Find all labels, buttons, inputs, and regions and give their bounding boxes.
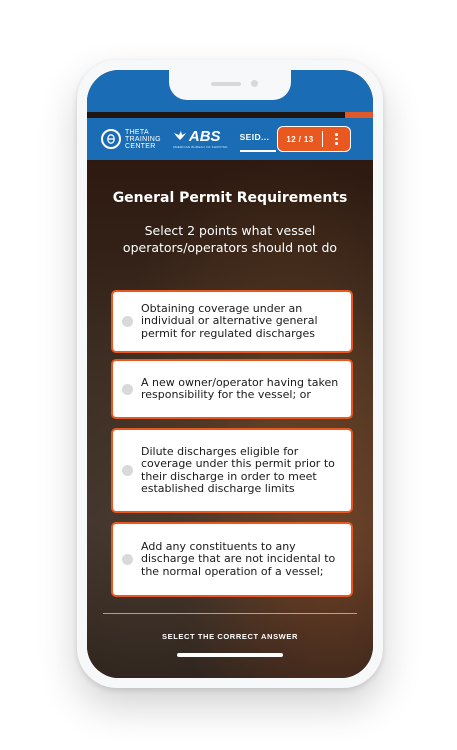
radio-icon[interactable] — [122, 554, 133, 565]
answer-option-label: Obtaining coverage under an individual or alternative general permit for regulated discharges — [141, 301, 318, 340]
speaker-icon — [211, 82, 241, 86]
abs-logo-tagline: AMERICAN BUREAU OF SHIPPING — [172, 145, 228, 149]
question-instruction: Select 2 points what vessel operators/operators should not do — [122, 223, 338, 255]
home-indicator[interactable] — [177, 653, 283, 657]
vertical-dots-icon[interactable] — [323, 132, 350, 146]
abs-eagle-icon — [173, 130, 187, 144]
radio-icon[interactable] — [122, 316, 133, 327]
theta-logo-line: THETA — [125, 128, 149, 136]
app-header — [87, 118, 373, 160]
theta-logo-line: TRAINING — [125, 135, 161, 143]
phone-screen — [87, 70, 373, 678]
radio-icon[interactable] — [122, 465, 133, 476]
theta-logo-icon — [101, 129, 121, 149]
answer-option-label: Dilute discharges eligible for coverage under this permit prior to their discharge in order to meet established discharge limits — [141, 444, 335, 495]
answer-option-2[interactable] — [111, 359, 353, 419]
abs-logo-text: ABS — [188, 128, 221, 145]
page-title: General Permit Requirements — [112, 190, 348, 206]
answer-option-4[interactable] — [111, 522, 353, 597]
progress-menu-button[interactable] — [277, 126, 351, 152]
theta-logo — [101, 129, 161, 150]
radio-icon[interactable] — [122, 384, 133, 395]
answer-option-3[interactable] — [111, 428, 353, 513]
theta-logo-line: CENTER — [125, 142, 156, 150]
camera-icon — [251, 80, 258, 87]
answer-option-label: A new owner/operator having taken responsibility for the vessel; or — [141, 375, 339, 401]
tab-current-module[interactable]: SEID... — [240, 132, 270, 146]
phone-frame — [77, 60, 383, 688]
theta-logo-text — [125, 129, 161, 150]
answer-option-1[interactable] — [111, 290, 353, 353]
footer-divider — [103, 613, 357, 614]
progress-counter: 12 / 13 — [286, 134, 314, 144]
abs-logo — [173, 129, 228, 149]
answer-option-label: Add any constituents to any discharge that are not incidental to the normal operation of a vessel; — [141, 539, 336, 578]
footer-prompt: SELECT THE CORRECT ANSWER — [162, 632, 298, 641]
phone-notch — [169, 70, 291, 100]
question-panel — [87, 160, 373, 678]
